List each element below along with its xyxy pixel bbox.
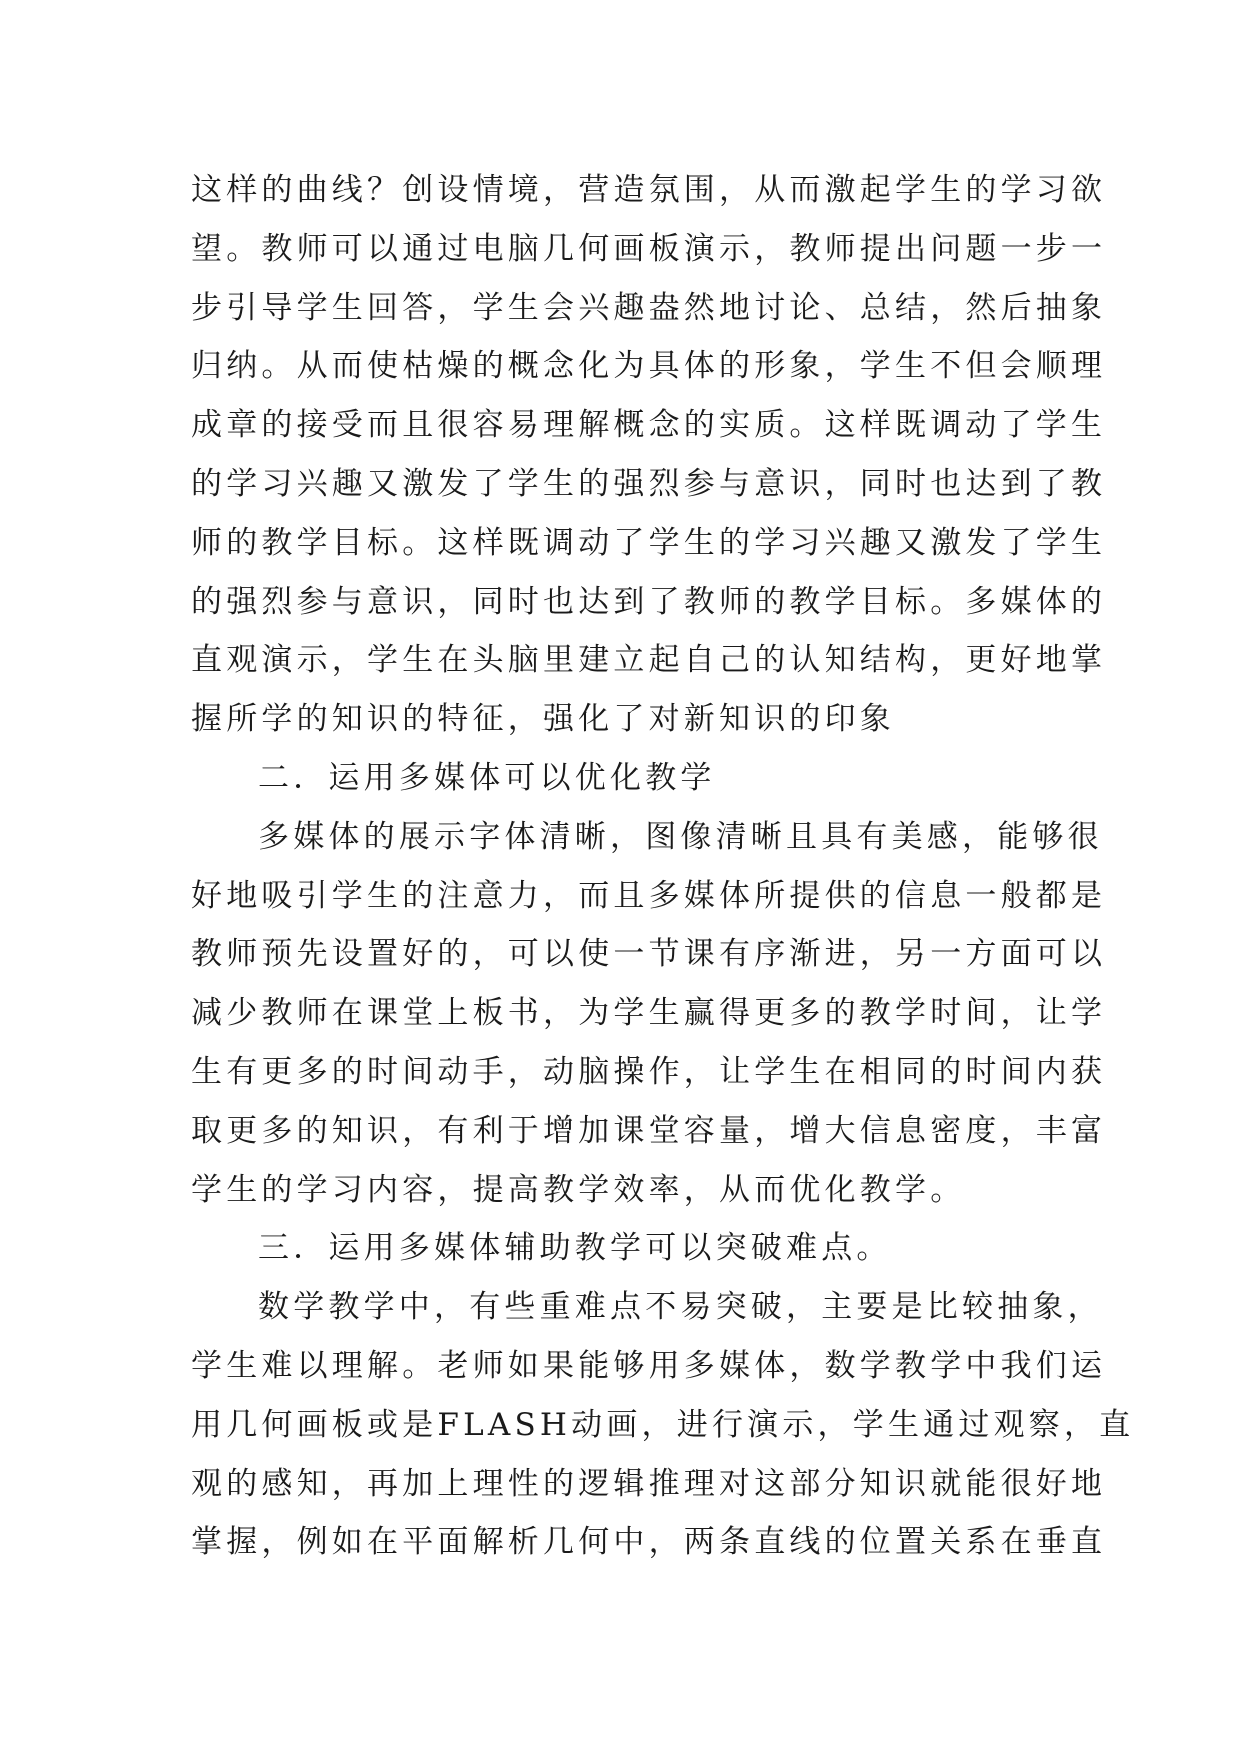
text-line: 学生的学习内容，提高教学效率，从而优化教学。 xyxy=(191,1171,966,1208)
text-line: 用几何画板或是FLASH动画，进行演示，学生通过观察，直 xyxy=(191,1406,1135,1443)
text-line: 掌握，例如在平面解析几何中，两条直线的位置关系在垂直 xyxy=(191,1524,1107,1561)
text-line: 望。教师可以通过电脑几何画板演示，教师提出问题一步一 xyxy=(191,230,1107,267)
text-line: 减少教师在课堂上板书，为学生赢得更多的教学时间，让学 xyxy=(191,995,1107,1032)
text-line: 观的感知，再加上理性的逻辑推理对这部分知识就能很好地 xyxy=(191,1465,1107,1502)
text-line: 归纳。从而使枯燥的概念化为具体的形象，学生不但会顺理 xyxy=(191,348,1107,385)
text-line: 教师预先设置好的，可以使一节课有序渐进，另一方面可以 xyxy=(191,936,1107,973)
text-line: 步引导学生回答，学生会兴趣盎然地讨论、总结，然后抽象 xyxy=(191,289,1107,326)
text-line: 取更多的知识，有利于增加课堂容量，增大信息密度，丰富 xyxy=(191,1112,1107,1149)
body-text xyxy=(191,161,1135,1572)
text-line: 握所学的知识的特征，强化了对新知识的印象 xyxy=(191,701,895,738)
text-line: 数学教学中，有些重难点不易突破，主要是比较抽象， xyxy=(258,1289,1103,1326)
text-line: 直观演示，学生在头脑里建立起自己的认知结构，更好地掌 xyxy=(191,642,1107,679)
text-line: 的强烈参与意识，同时也达到了教师的教学目标。多媒体的 xyxy=(191,583,1107,620)
text-line: 这样的曲线？创设情境，营造氛围，从而激起学生的学习欲 xyxy=(191,172,1107,208)
text-line: 的学习兴趣又激发了学生的强烈参与意识，同时也达到了教 xyxy=(191,465,1107,502)
text-line: 学生难以理解。老师如果能够用多媒体，数学教学中我们运 xyxy=(191,1347,1107,1384)
section-heading: 三．运用多媒体辅助教学可以突破难点。 xyxy=(258,1230,892,1267)
text-line: 多媒体的展示字体清晰，图像清晰且具有美感，能够很 xyxy=(258,818,1103,855)
section-heading: 二．运用多媒体可以优化教学 xyxy=(258,759,716,796)
text-line: 师的教学目标。这样既调动了学生的学习兴趣又激发了学生 xyxy=(191,524,1107,561)
text-line: 好地吸引学生的注意力，而且多媒体所提供的信息一般都是 xyxy=(191,877,1107,914)
text-line: 生有更多的时间动手，动脑操作，让学生在相同的时间内获 xyxy=(191,1053,1107,1090)
text-line: 成章的接受而且很容易理解概念的实质。这样既调动了学生 xyxy=(191,407,1107,444)
